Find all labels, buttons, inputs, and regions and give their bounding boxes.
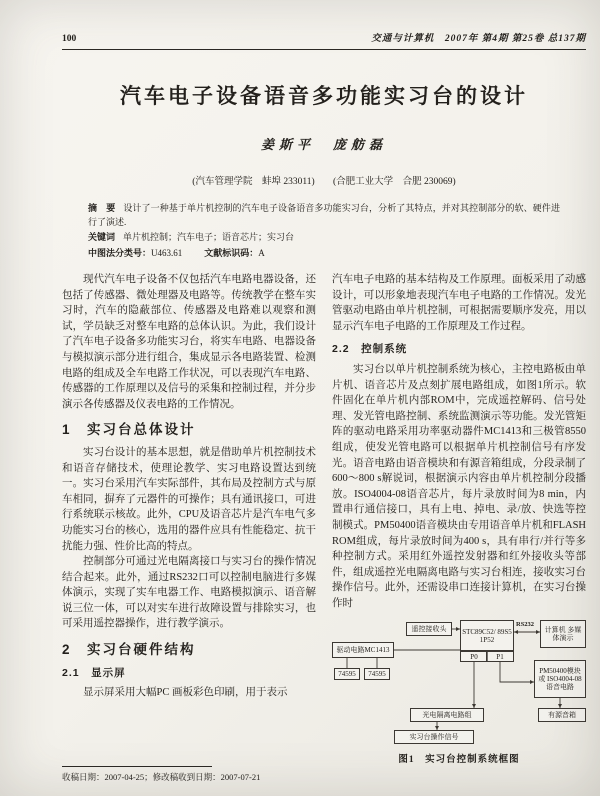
diagram-box-shift-register-1: 74595 <box>334 668 360 680</box>
footnote-rule <box>62 766 212 767</box>
left-column <box>62 272 316 769</box>
section-2-2-paragraph: 实习台以单片机控制系统为核心，主控电路板由单片机、语音芯片及点刻扩展电路组成，如图1所示。软件固化在单片机内部ROM中，完成遥控解码、信号处理、发光管电路控制、系统监测演示等功能。发光管矩阵的驱动电路采用功率驱动器件MC1413和三极管8550组成，使发光管电路可以根据单片机控制信号有序发光。语音电路由语音模块和有源音箱组成，分段录制了600～800 s解说词，根据演示内容由单片机控制分段播放。ISO4004-08语音芯片，每片录放时间为8 min，内置串行通信接口，具有上电、掉电、录/放、快选等控制模式。PM50400语音模块由专用语音单片机和FLASH ROM组成，每片录放时间为400 s，具有串行/并行等多种控制方式。采用红外遥控发射器和红外接收头等部件，组成遥控光电隔离电路与实习台相连，接收实习台操作信号。此外，还需设串口连接计算机，在实习台操作时 <box>332 363 586 609</box>
page-header <box>62 0 586 44</box>
section-1-paragraph-2: 控制部分可通过光电隔离接口与实习台的操作情况结合起来。此外，通过RS232口可以控制电脑进行多媒体演示，实现了实车电器工作、电路模拟演示、语音解说三位一体，可以对实车进行故障设置与排除实习，也可采用遥控器操作，进行教学演示。 <box>62 556 316 630</box>
section-2-1-heading: 2.1 显示屏 <box>62 666 126 679</box>
diagram-box-operation-signal: 实习台操作信号 <box>394 730 474 744</box>
figure-1-diagram <box>332 620 586 748</box>
doc-code-label: 文献标识码： <box>204 247 259 258</box>
paper-title: 汽车电子设备语音多功能实习台的设计 <box>120 84 528 108</box>
section-2-2-heading: 2.2 控制系统 <box>332 343 408 356</box>
diagram-box-computer: 计算机 多媒体演示 <box>540 620 586 648</box>
authors: 姜斯平 庞舫磊 <box>260 137 387 152</box>
clc-label: 中图法分类号： <box>88 247 152 258</box>
journal-title-line: 交通与计算机 2007年 第4期 第25卷 总137期 <box>371 34 586 44</box>
section-1-paragraph-1: 实习台设计的基本思想，就是借助单片机控制技术和语音存储技术，使理论教学、实习电路设置达到统一。实习台采用汽车实际部件，其布局及控制方式与原车相同，摒弃了元器件的可操作；具有通讯接口，可进行系统联示核故。此外，CPU及语音芯片是汽车电气多功能实习台的核心，选用的器件应具有性能稳定、抗干扰能力强、性价比高的特点。 <box>62 446 316 552</box>
diagram-label-rs232: RS232 <box>516 621 535 629</box>
section-2-1-paragraph: 显示屏采用大幅PC 画板彩色印刷，用于表示 <box>83 687 288 699</box>
keywords-text: 单片机控制；汽车电子；语音芯片；实习台 <box>123 232 295 242</box>
affiliations <box>62 173 586 187</box>
right-column <box>332 272 586 769</box>
figure-1-caption: 图1 实习台控制系统框图 <box>398 755 520 766</box>
keywords <box>88 231 560 245</box>
diagram-box-voice-module: PM50400模块或 ISO4004-08 语音电路 <box>534 660 586 698</box>
diagram-box-port-p0: P0 <box>460 651 488 662</box>
diagram-box-remote-receiver: 遥控接收头 <box>406 622 452 636</box>
section-1-heading: 1 实习台总体设计 <box>62 422 196 438</box>
diagram-box-speaker: 有源音箱 <box>538 708 586 722</box>
received-dates: 收稿日期：2007-04-25；修改稿收到日期：2007-07-21 <box>62 772 261 782</box>
doc-code-value: A <box>258 247 265 258</box>
abstract-label: 摘 要 <box>88 203 116 213</box>
diagram-box-shift-register-2: 74595 <box>364 668 390 680</box>
keywords-label: 关键词 <box>88 232 116 242</box>
diagram-box-port-p1: P1 <box>486 651 514 662</box>
diagram-box-mcu: STC89C52/ 89S51P52 <box>460 620 514 651</box>
page-number: 100 <box>62 34 77 44</box>
meta-block <box>62 202 586 260</box>
classification-line <box>88 247 560 261</box>
affiliation-2: (合肥工业大学 合肥 230069) <box>333 177 456 187</box>
footnote-area <box>62 766 324 783</box>
abstract-text: 设计了一种基于单片机控制的汽车电子设备语音多功能实习台，分析了其特点，并对其控制部分的软、硬件进行了演述. <box>88 203 560 227</box>
clc-value: U463.61 <box>151 247 183 258</box>
header-rule <box>62 49 586 50</box>
continuation-paragraph: 汽车电子电路的基本结构及工作原理。面板采用了动感设计，可以形象地表现汽车电子电路的工作情况。发光管驱动电路由单片机控制，可根据需要顺序发亮，用以显示汽车电子电路的工作原理及工作过程。 <box>332 274 586 332</box>
section-2-heading: 2 实习台硬件结构 <box>62 642 196 658</box>
two-column-body <box>62 272 586 769</box>
abstract <box>88 202 560 229</box>
affiliation-1: (汽车管理学院 蚌埠 233011) <box>192 177 315 187</box>
diagram-box-opto-isolator: 光电隔离电路组 <box>410 708 484 722</box>
intro-paragraph: 现代汽车电子设备不仅包括汽车电路电器设备，还包括了传感器、微处理器及电路等。传统教学在整车实习时，汽车的隐蔽部位、传感器及电路难以观察和测试，学员缺乏对整车电路的总体认识。为此，我们设计了汽车电子设备多功能实习台，将实车电路、电器设备与模拟演示部分进行组合，集成显示各电路装置、检测电路的组成及全车电路工作状况，可以表现汽车电路、传感器的工作原理以及信号的采集和控制过程，并分步演示各传感器及仪表电路的工作情况。 <box>62 274 316 410</box>
diagram-box-driver-circuit: 驱动电路MC1413 <box>332 642 394 658</box>
